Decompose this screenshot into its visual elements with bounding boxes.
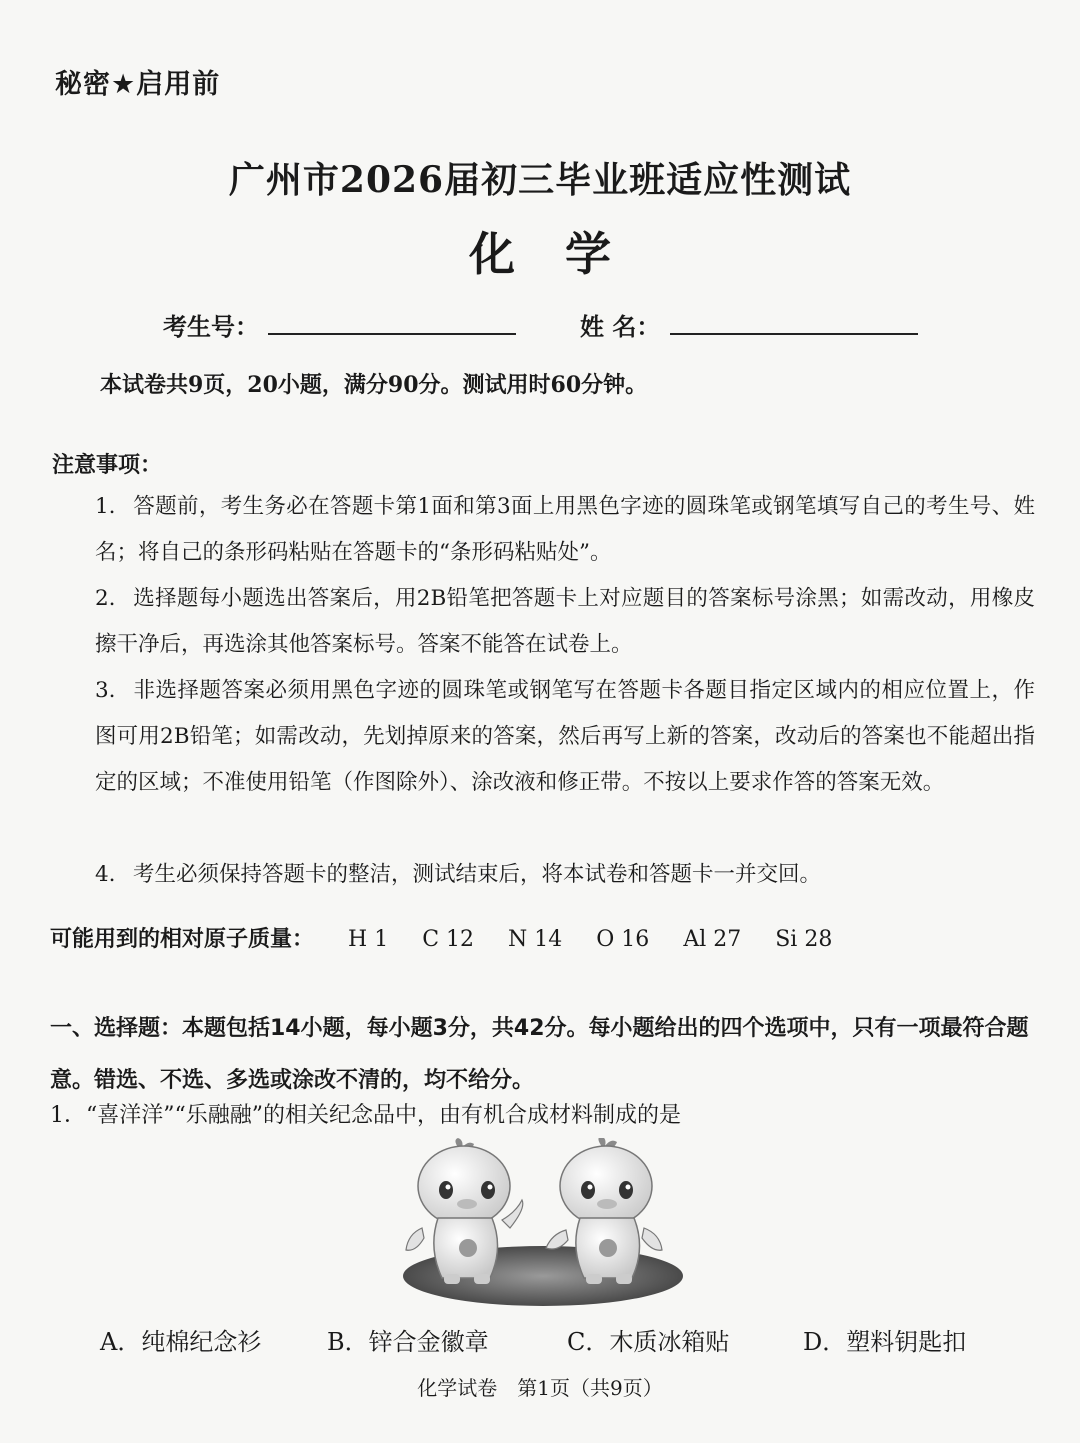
note-text: 答题前，考生务必在答题卡第1面和第3面上用黑色字迹的圆珠笔或钢笔填写自己的考生号、姓名；将自己的条形码粘贴在答题卡的“条形码粘贴处”。 [95, 494, 1035, 565]
page-footer: 化学试卷 第1页（共9页） [417, 1376, 663, 1400]
exam-intro: 本试卷共9页，20小题，满分90分。测试用时60分钟。 [100, 372, 648, 398]
note-number: 2. [95, 586, 116, 611]
note-item [95, 668, 1035, 806]
option-c: C．木质冰箱贴 [567, 1328, 730, 1356]
note-number: 1. [95, 494, 116, 519]
note-item [95, 576, 1035, 668]
note-text: 考生必须保持答题卡的整洁，测试结束后，将本试卷和答题卡一并交回。 [133, 862, 822, 887]
secret-mark: 秘密★启用前 [55, 69, 221, 100]
mass-value: O 16 [596, 927, 650, 952]
mascot-illustration [398, 1138, 688, 1310]
option-b: B．锌合金徽章 [327, 1328, 489, 1356]
question-stem: 1．“喜洋洋”“乐融融”的相关纪念品中，由有机合成材料制成的是 [50, 1103, 681, 1128]
note-item [95, 852, 1035, 898]
option-d: D．塑料钥匙扣 [803, 1328, 967, 1356]
subject-title: 化学 [469, 227, 661, 281]
name-line [670, 333, 918, 335]
notes-heading: 注意事项： [52, 453, 163, 478]
mass-value: Si 28 [775, 927, 833, 952]
student-no-label: 考生号： [163, 313, 259, 341]
section-heading: 一、选择题：本题包括14小题，每小题3分，共42分。每小题给出的四个选项中，只有一项最符合题意。错选、不选、多选或涂改不清的，均不给分。 [50, 1016, 1029, 1093]
mass-value: H 1 [348, 927, 389, 952]
note-text: 选择题每小题选出答案后，用2B铅笔把答题卡上对应题目的答案标号涂黑；如需改动，用橡皮擦干净后，再选涂其他答案标号。答案不能答在试卷上。 [95, 586, 1035, 657]
mass-value: Al 27 [683, 927, 742, 952]
student-no-line [268, 333, 516, 335]
mass-value: C 12 [422, 927, 475, 952]
note-number: 3. [95, 678, 116, 703]
name-label: 姓 名： [580, 313, 661, 341]
mass-value: N 14 [508, 927, 563, 952]
atomic-masses-label: 可能用到的相对原子质量： [50, 927, 315, 952]
note-item [95, 484, 1035, 576]
option-a: A．纯棉纪念衫 [100, 1328, 262, 1356]
note-text: 非选择题答案必须用黑色字迹的圆珠笔或钢笔写在答题卡各题目指定区域内的相应位置上，作图可用2B铅笔；如需改动，先划掉原来的答案，然后再写上新的答案，改动后的答案也不能超出指定的区域；不准使用铅笔（作图除外）、涂改液和修正带。不按以上要求作答的答案无效。 [95, 678, 1035, 795]
atomic-masses [50, 922, 832, 953]
exam-title: 广州市2026届初三毕业班适应性测试 [228, 159, 852, 201]
note-number: 4. [95, 862, 116, 887]
